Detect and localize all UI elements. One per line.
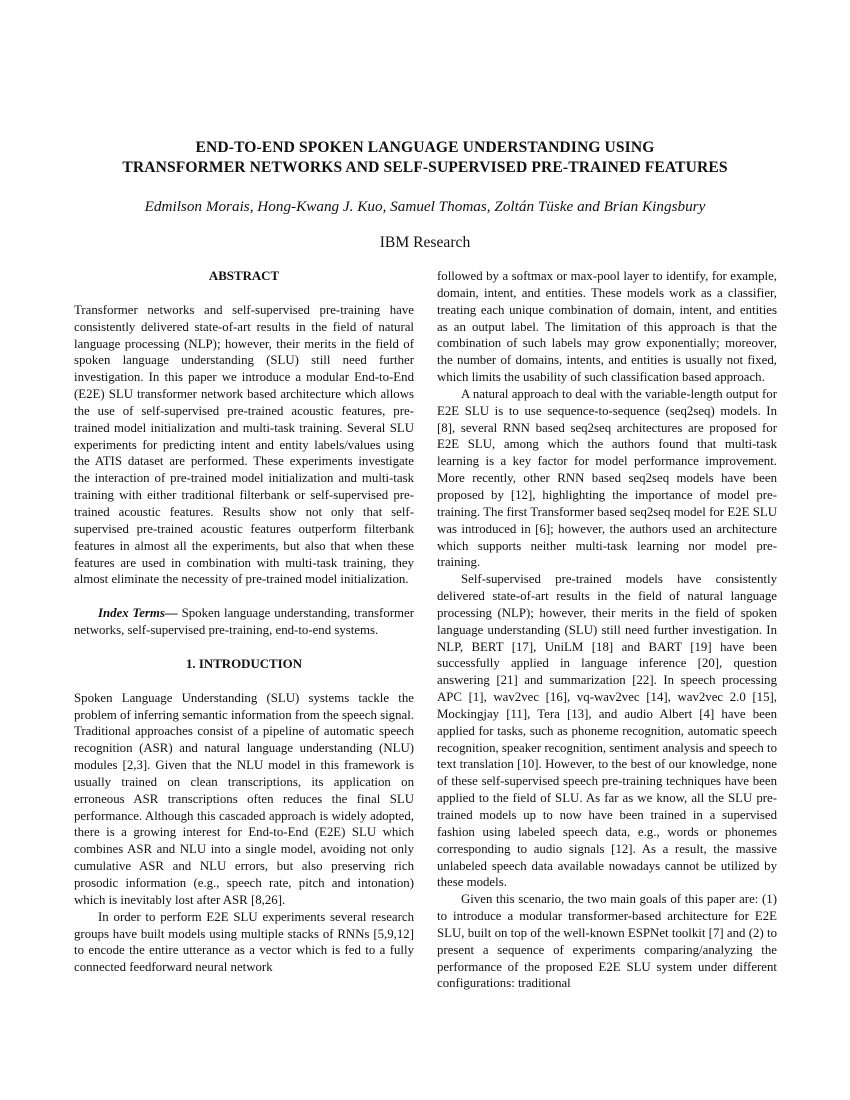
title-line: END-TO-END SPOKEN LANGUAGE UNDERSTANDING USING	[195, 139, 655, 156]
title-line: TRANSFORMER NETWORKS AND SELF-SUPERVISED PRE-TRAINED FEATURES	[122, 159, 728, 176]
affiliation: IBM Research	[379, 234, 471, 251]
abstract-text: Transformer networks and self-supervised pre-training have consistently delivered state-of-art results in the field of natural language processing (NLP); however, their merits in the field of spoken language understanding (SLU) still need further investigation. In this paper we introduce a modular End-to-End (E2E) SLU transformer network based architecture which allows the use of self-supervised pre-trained acoustic features, pre-trained model initialization and multi-task training. Several SLU experiments for predicting intent and entity labels/values using the ATIS dataset are performed. These experiments investigate the interaction of pre-trained model initialization and multi-task training with either traditional filterbank or self-supervised pre-trained acoustic features. Results show not only that self-supervised pre-trained acoustic features outperform filterbank features in almost all the experiments, but also that when these features are used in combination with multi-task training, they almost eliminate the necessity of pre-trained model initialization.	[74, 302, 414, 587]
body-paragraph: A natural approach to deal with the variable-length output for E2E SLU is to use sequence-to-sequence (seq2seq) models. In [8], several RNN based seq2seq architectures are proposed for E2E SLU, among which the authors found that multi-task learning is a key factor for model performance improvement. More recently, other RNN based seq2seq models have been proposed by [12], highlighting the importance of model pre-training. The first Transformer based seq2seq model for E2E SLU was introduced in [6]; however, the authors used an architecture which supports neither multi-task learning nor model pre-training.	[437, 386, 777, 570]
index-terms	[74, 605, 414, 639]
introduction-heading: 1. INTRODUCTION	[185, 656, 303, 671]
index-terms-label: Index Terms—	[98, 606, 178, 621]
author-list: Edmilson Morais, Hong-Kwang J. Kuo, Samuel Thomas, Zoltán Tüske and Brian Kingsbury	[144, 198, 706, 215]
index-terms-text: Spoken language understanding, transformer networks, self-supervised pre-training, end-to-end systems.	[74, 606, 414, 638]
abstract-heading: ABSTRACT	[208, 269, 280, 283]
intro-paragraph: Spoken Language Understanding (SLU) systems tackle the problem of inferring semantic information from the speech signal. Traditional approaches consist of a pipeline of automatic speech recognition (ASR) and natural language understanding (NLU) modules [2,3]. Given that the NLU model in this framework is usually trained on clean transcriptions, its application on erroneous ASR transcriptions often reduces the final SLU performance. Although this cascaded approach is widely adopted, there is a growing interest for End-to-End (E2E) SLU which combines ASR and NLU into a single model, avoiding not only cumulative ASR and NLU errors, but also preserving rich prosodic information (e.g., speech rate, pitch and intonation) which is inevitably lost after ASR [8,26].	[74, 690, 414, 907]
body-paragraph: Given this scenario, the two main goals of this paper are: (1) to introduce a modular transformer-based architecture for E2E SLU, built on top of the well-known ESPNet toolkit [7] and (2) to present a sequence of experiments comparing/analyzing the performance of the proposed E2E SLU system under different configurations: traditional	[437, 892, 777, 991]
intro-paragraph: In order to perform E2E SLU experiments several research groups have built models using multiple stacks of RNNs [5,9,12] to encode the entire utterance as a vector which is fed to a fully connected feedforward neural network	[74, 909, 414, 975]
paper-title	[60, 138, 790, 178]
left-column	[74, 268, 414, 976]
body-paragraph: Self-supervised pre-trained models have consistently delivered state-of-art results in the field of natural language processing (NLP); however, their merits in the field of spoken language understanding (SLU) still need further investigation. In NLP, BERT [17], UniLM [18] and BART [19] have been successfully applied in language inference [20], question answering [21] and summarization [22]. In speech processing APC [1], wav2vec [16], vq-wav2vec [14], wav2vec 2.0 [15], Mockingjay [11], Tera [13], and audio Albert [4] have been applied for tasks, such as phoneme recognition, automatic speech recognition, speaker recognition, sentiment analysis and speech to text translation [10]. However, to the best of our knowledge, none of these self-supervised speech pre-training techniques have been applied to the field of SLU. As far as we know, all the SLU pre-trained models up to now have been trained in a supervised fashion using labeled speech data, e.g., words or phonemes corresponding to audio signals [12]. As a result, the massive unlabeled speech data available nowadays cannot be utilized by these models.	[437, 572, 777, 890]
right-column	[437, 268, 777, 992]
body-paragraph: followed by a softmax or max-pool layer to identify, for example, domain, intent, and entities. These models work as a classifier, treating each unique combination of domain, intent, and entities as an output label. The limitation of this approach is that the combination of such labels may grow exponentially; moreover, the number of domains, intents, and entities is usually not fixed, which limits the usability of such classification based approach.	[437, 269, 777, 385]
